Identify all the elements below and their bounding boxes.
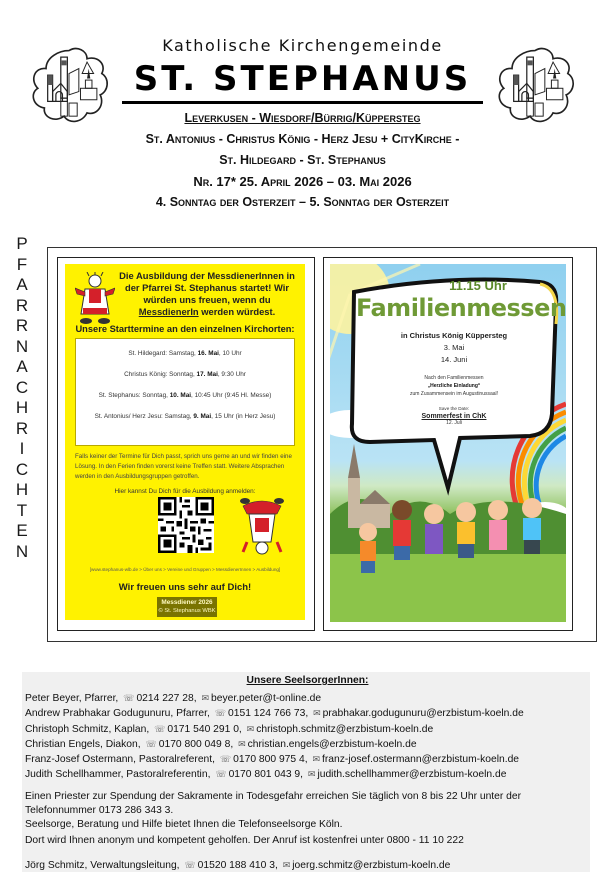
contact-row: Christian Engels, Diakon, ☏ 0170 800 049 8, ✉ christian.engels@erzbistum-koeln.de xyxy=(25,738,417,750)
mass-date: 14. Juni xyxy=(440,355,468,364)
parish-label: Katholische Kirchengemeinde xyxy=(162,36,443,55)
sommerfest-date: 12. Juli xyxy=(446,420,462,426)
admin-contact-row: Jörg Schmitz, Verwaltungsleitung, ☏ 01520 188 410 3, ✉ joerg.schmitz@erzbistum-koeln.de xyxy=(25,859,451,871)
register-text: Hier kannst Du Dich für die Ausbildung anmelden: xyxy=(114,488,256,495)
start-date-row: St. Antonius/ Herz Jesu: Samstag, 9. Mai, 15 Uhr (in Herz Jesu) xyxy=(94,413,276,420)
parish-title: ST. STEPHANUS xyxy=(133,59,472,99)
letter: I xyxy=(19,439,25,458)
website-path[interactable]: [www.stephanus-wlb.de > Über uns > Vereine und Gruppen > MessdienerInnen > Ausbildung] xyxy=(89,567,281,572)
start-date-row: St. Hildegard: Samstag, 16. Mai, 10 Uhr xyxy=(128,350,242,357)
messdiener-link[interactable]: MessdienerIn xyxy=(138,306,199,317)
mail-icon: ✉ xyxy=(313,708,321,719)
intro-text: Die Ausbildung der MessdienerInnen in der Pfarrei St. Stephanus startet! Wir würden uns freuen, wenn du xyxy=(119,270,295,305)
letter: F xyxy=(16,254,28,274)
phone-number[interactable]: 0171 540 291 0, xyxy=(167,723,242,735)
phone-icon: ☏ xyxy=(215,769,227,780)
letter: R xyxy=(15,316,29,335)
messdiener-note: Falls keiner der Termine für Dich passt, sprich uns gerne an und wir finden eine Lösung. In den Ferien finden vorerst keine Treffen statt. Weitere Absprachen werden in den Ausbildungsgruppen getroffen. xyxy=(75,453,292,480)
phone-icon: ☏ xyxy=(145,738,157,749)
phone-number[interactable]: 0170 801 043 9, xyxy=(228,769,304,781)
letter: N xyxy=(15,336,29,356)
issue-line: Nr. 17* 25. April 2026 – 03. Mai 2026 xyxy=(193,174,412,189)
churches-line-2: St. Hildegard - St. Stephanus xyxy=(219,153,386,167)
familienmessen-text xyxy=(356,278,566,426)
emergency-info xyxy=(25,790,590,849)
letter: N xyxy=(15,541,29,561)
contact-row: Andrew Prabhakar Godugunuru, Pfarrer, ☏ 0151 124 766 73, ✉ prabhakar.godugunuru@erzbistum-koeln.de xyxy=(25,708,524,720)
qr-code[interactable] xyxy=(158,497,214,553)
letter: P xyxy=(16,234,28,253)
after-mass-invitation: Nach den Familienmessen „Herzliche Einladung“ zum Zusammensein im Augustinussaal! xyxy=(409,375,499,397)
location-line: Leverkusen - Wiesdorf/Bürrig/Küppersteg xyxy=(184,111,421,125)
priest-emergency-text: Einen Priester zur Spendung der Sakramente in Todesgefahr erreichen Sie täglich von 8 bis 22 Uhr unter der Telefonnummer 0173 286 343 3. xyxy=(25,790,522,816)
churches-line-1: St. Antonius - Christus König - Herz Jesu + CityKirche - xyxy=(145,132,460,146)
letter: H xyxy=(15,480,29,499)
badge-subtitle: © St. Stephanus WBK xyxy=(158,608,216,614)
contact-row: Franz-Josef Ostermann, Pastoralreferent, ☏ 0170 800 975 4, ✉ franz-josef.ostermann@erzbistum-koeln.de xyxy=(25,754,520,766)
thanks-text: Wir freuen uns sehr auf Dich! xyxy=(118,582,252,593)
phone-number[interactable]: 01520 188 410 3, xyxy=(197,859,278,871)
letter: R xyxy=(15,295,29,315)
email-link[interactable]: joerg.schmitz@erzbistum-koeln.de xyxy=(292,859,451,871)
start-dates-box xyxy=(75,338,295,446)
pfarrnachrichten-vertical-label xyxy=(12,234,32,562)
handstand-server-icon xyxy=(237,496,287,558)
start-date-row: St. Stephanus: Sonntag, 10. Mai, 10:45 Uhr (9:45 Hl. Messe) xyxy=(98,392,272,399)
phone-number[interactable]: 0170 800 049 8, xyxy=(158,738,234,750)
altar-server-icon xyxy=(75,272,115,326)
messdiener-panel xyxy=(57,257,315,631)
mail-icon: ✉ xyxy=(282,859,291,870)
phone-number[interactable]: 0151 124 766 73, xyxy=(228,708,309,720)
phone-icon: ☏ xyxy=(219,754,232,765)
letter: H xyxy=(15,398,29,417)
phone-icon: ☏ xyxy=(214,708,227,719)
phone-icon: ☏ xyxy=(154,723,166,734)
messdiener-intro xyxy=(117,270,297,318)
mass-location: in Christus König Küppersteg xyxy=(400,331,508,340)
email-link[interactable]: judith.schellhammer@erzbistum-koeln.de xyxy=(317,769,507,781)
church-cloud-logo-left xyxy=(28,44,110,126)
sommerfest-title: Sommerfest in ChK xyxy=(421,413,487,420)
messdiener-badge xyxy=(157,597,217,617)
contacts-heading: Unsere SeelsorgerInnen: xyxy=(246,675,369,686)
mass-date: 3. Mai xyxy=(443,343,465,352)
intro-text-end: werden würdest. xyxy=(198,306,276,317)
phone-number[interactable]: 0170 800 975 4, xyxy=(233,754,308,766)
familienmessen-title: Familienmessen xyxy=(356,294,566,322)
title-underline xyxy=(122,101,483,104)
letter: R xyxy=(15,418,29,438)
badge-title: Messdiener 2026 xyxy=(161,599,213,606)
letter: E xyxy=(16,521,28,540)
phone-number[interactable]: 0214 227 28, xyxy=(136,693,197,704)
letter: T xyxy=(16,500,28,520)
mail-icon: ✉ xyxy=(246,723,255,734)
masthead xyxy=(120,34,485,213)
telefonseelsorge-text: Seelsorge, Beratung und Hilfe bietet Ihnen die Telefonseelsorge Köln. xyxy=(25,819,343,831)
email-link[interactable]: franz-josef.ostermann@erzbistum-koeln.de xyxy=(322,754,520,766)
email-link[interactable]: prabhakar.godugunuru@erzbistum-koeln.de xyxy=(322,708,524,720)
familienmessen-panel xyxy=(323,257,573,631)
sundays-line: 4. Sonntag der Osterzeit – 5. Sonntag der Osterzeit xyxy=(155,195,450,209)
email-link[interactable]: christian.engels@erzbistum-koeln.de xyxy=(247,738,417,750)
letter: A xyxy=(16,275,28,294)
phone-icon: ☏ xyxy=(123,693,135,703)
letter: C xyxy=(15,459,29,479)
contact-row: Peter Beyer, Pfarrer, ☏ 0214 227 28, ✉ beyer.peter@t-online.de xyxy=(25,693,322,704)
save-the-date-label: Save the Date: xyxy=(438,406,470,411)
phone-icon: ☏ xyxy=(184,859,196,870)
contact-row: Christoph Schmitz, Kaplan, ☏ 0171 540 291 0, ✉ christoph.schmitz@erzbistum-koeln.de xyxy=(25,723,434,735)
mail-icon: ✉ xyxy=(312,754,320,765)
contact-row: Judith Schellhammer, Pastoralreferentin, ☏ 0170 801 043 9, ✉ judith.schellhammer@erzbistum-koeln.de xyxy=(25,769,507,781)
letter: C xyxy=(15,377,29,397)
email-link[interactable]: beyer.peter@t-online.de xyxy=(210,693,322,704)
mail-icon: ✉ xyxy=(238,738,246,749)
start-dates-heading: Unsere Starttermine an den einzelnen Kirchorten: xyxy=(75,324,295,334)
messdiener-flyer xyxy=(65,264,305,620)
mail-icon: ✉ xyxy=(201,693,209,703)
familienmessen-flyer xyxy=(330,264,566,622)
letter: A xyxy=(16,357,28,376)
start-date-row: Christus König: Sonntag, 17. Mai, 9:30 Uhr xyxy=(124,371,246,378)
pastoral-contacts xyxy=(22,672,590,872)
church-cloud-logo-right xyxy=(494,44,576,126)
mail-icon: ✉ xyxy=(307,769,316,780)
email-link[interactable]: christoph.schmitz@erzbistum-koeln.de xyxy=(256,723,434,735)
telefonseelsorge-number-text: Dort wird Ihnen anonym und kompetent geholfen. Der Anruf ist kostenfrei unter 0800 - 11 10 222 xyxy=(25,835,464,847)
mass-time: 11.15 Uhr xyxy=(449,278,507,293)
